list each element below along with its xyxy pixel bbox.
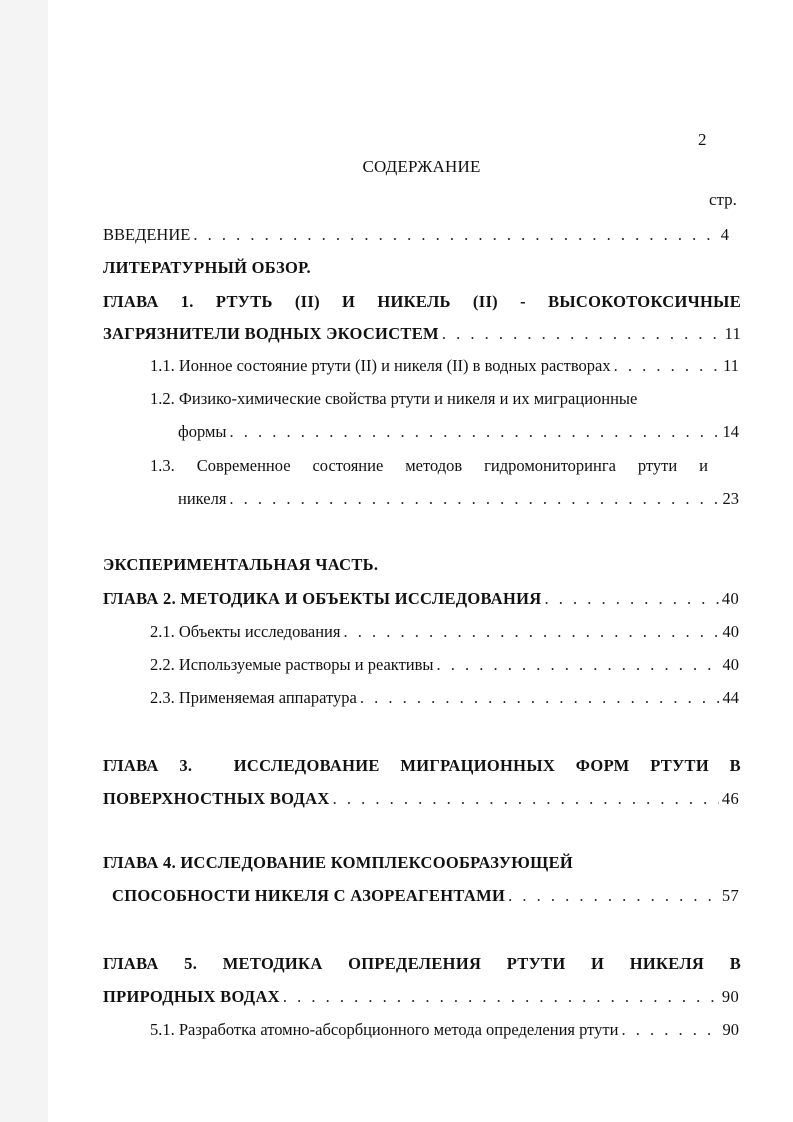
- toc-entry-text: СПОСОБНОСТИ НИКЕЛЯ С АЗОРЕАГЕНТАМИ: [112, 886, 506, 905]
- toc-section-1-2-line2: [178, 421, 739, 443]
- toc-entry-text: ГЛАВА 2. МЕТОДИКА И ОБЪЕКТЫ ИССЛЕДОВАНИЯ: [103, 589, 542, 608]
- toc-entry-page: 44: [722, 688, 739, 707]
- toc-chapter-1-line2: [103, 323, 741, 345]
- toc-section-5-1: [150, 1019, 739, 1041]
- leader-dots: [614, 355, 721, 377]
- page-column-label: стр.: [709, 190, 737, 209]
- leader-dots: [545, 588, 719, 610]
- section-heading-literature: ЛИТЕРАТУРНЫЙ ОБЗОР.: [103, 258, 311, 277]
- toc-chapter-3-line2: [103, 788, 739, 810]
- toc-entry-text: формы: [178, 422, 227, 441]
- section-heading-experimental: ЭКСПЕРИМЕНТАЛЬНАЯ ЧАСТЬ.: [103, 555, 379, 574]
- leader-dots: [442, 323, 722, 345]
- toc-entry-page: 46: [721, 789, 739, 808]
- leader-dots: [283, 986, 719, 1008]
- toc-section-1-3-line1: 1.3. Современное состояние методов гидромониторинга ртути и: [150, 456, 708, 475]
- page-title: СОДЕРЖАНИЕ: [362, 157, 481, 176]
- leader-dots: [343, 621, 719, 643]
- toc-entry-text: 2.2. Используемые растворы и реактивы: [150, 655, 434, 674]
- leader-dots: [621, 1019, 719, 1041]
- toc-entry-page: 40: [722, 622, 739, 641]
- toc-chapter-4-line1: ГЛАВА 4. ИССЛЕДОВАНИЕ КОМПЛЕКСООБРАЗУЮЩЕЙ: [103, 853, 574, 872]
- leader-dots: [437, 654, 720, 676]
- leader-dots: [193, 224, 717, 246]
- toc-entry-page: 11: [723, 356, 739, 375]
- toc-entry-intro: [103, 224, 729, 246]
- toc-section-1-1: [150, 355, 739, 377]
- toc-entry-text: никеля: [178, 489, 227, 508]
- toc-section-1-2-line1: 1.2. Физико-химические свойства ртути и никеля и их миграционные: [150, 389, 638, 408]
- page-number: 2: [698, 130, 707, 149]
- toc-entry-text: 2.1. Объекты исследования: [150, 622, 341, 641]
- toc-section-2-1: [150, 621, 739, 643]
- toc-section-2-3: [150, 687, 739, 709]
- leader-dots: [360, 687, 720, 709]
- toc-chapter-1-line1: ГЛАВА 1. РТУТЬ (II) И НИКЕЛЬ (II) - ВЫСОКОТОКСИЧНЫЕ: [103, 292, 741, 311]
- toc-entry-page: 40: [722, 655, 739, 674]
- toc-entry-text: 1.1. Ионное состояние ртути (II) и никеля (II) в водных растворах: [150, 356, 611, 375]
- toc-entry-text: 2.3. Применяемая аппаратура: [150, 688, 357, 707]
- toc-entry-page: 90: [722, 1020, 739, 1039]
- leader-dots: [229, 421, 719, 443]
- toc-entry-text: ПОВЕРХНОСТНЫХ ВОДАХ: [103, 789, 330, 808]
- toc-section-2-2: [150, 654, 739, 676]
- leader-dots: [333, 788, 719, 810]
- toc-entry-page: 23: [722, 489, 739, 508]
- leader-dots: [229, 488, 719, 510]
- toc-chapter-2: [103, 588, 739, 610]
- toc-chapter-4-line2: [112, 885, 739, 907]
- toc-entry-page: 11: [724, 324, 741, 343]
- toc-entry-page: 57: [721, 886, 739, 905]
- toc-chapter-3-line1: ГЛАВА 3. ИССЛЕДОВАНИЕ МИГРАЦИОННЫХ ФОРМ РТУТИ В: [103, 756, 741, 775]
- toc-section-1-3-line2: [178, 488, 739, 510]
- toc-entry-page: 40: [721, 589, 739, 608]
- toc-entry-text: 5.1. Разработка атомно-абсорбционного метода определения ртути: [150, 1020, 619, 1039]
- toc-chapter-5-line2: [103, 986, 739, 1008]
- toc-chapter-5-line1: ГЛАВА 5. МЕТОДИКА ОПРЕДЕЛЕНИЯ РТУТИ И НИКЕЛЯ В: [103, 954, 741, 973]
- toc-entry-text: ЗАГРЯЗНИТЕЛИ ВОДНЫХ ЭКОСИСТЕМ: [103, 324, 439, 343]
- toc-entry-page: 90: [721, 987, 739, 1006]
- toc-entry-text: ПРИРОДНЫХ ВОДАХ: [103, 987, 280, 1006]
- toc-entry-page: 4: [720, 225, 729, 244]
- toc-entry-text: ВВЕДЕНИЕ: [103, 225, 191, 244]
- leader-dots: [508, 885, 719, 907]
- toc-entry-page: 14: [722, 422, 739, 441]
